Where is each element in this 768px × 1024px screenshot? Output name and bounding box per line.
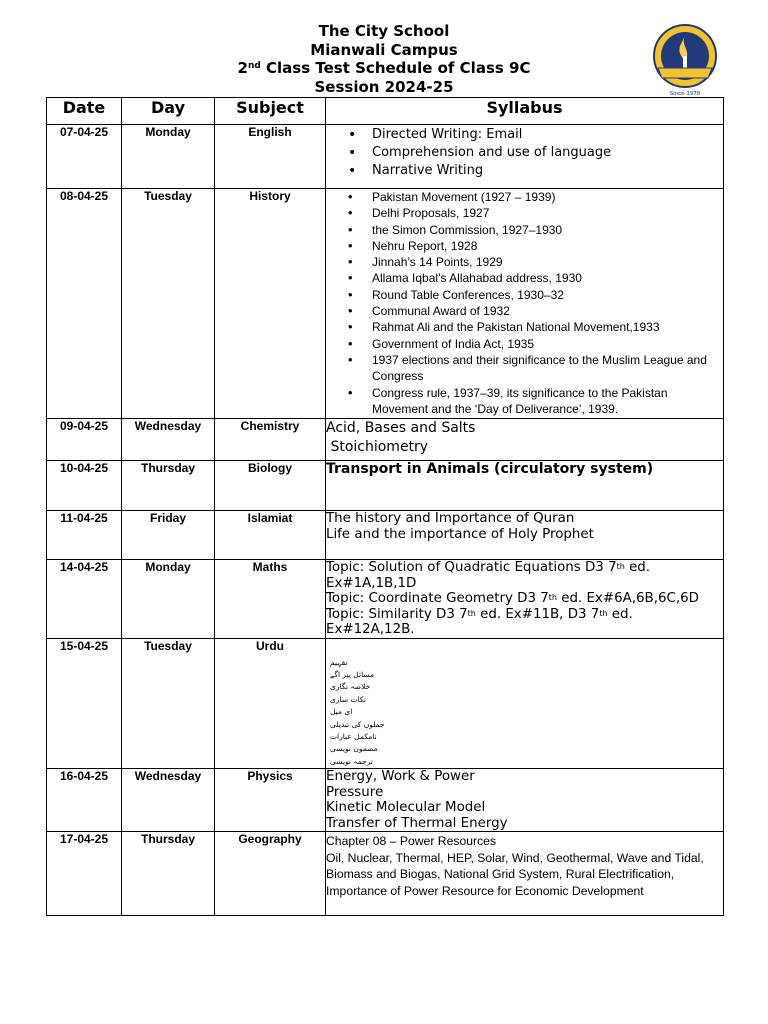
list-item: • Allama Iqbal’s Allahabad address, 1930 [326,270,723,286]
list-item: تفہیم [330,657,348,667]
cell-date: 08-04-25 [47,189,122,419]
cell-subject: Urdu [215,638,326,769]
school-logo [652,22,718,98]
syllabus-line: Topic: Similarity D3 7th ed. Ex#11B, D3 7th ed. Ex#12A,12B. [326,606,633,637]
table-row [47,419,724,461]
cell-syllabus [326,638,724,769]
cell-date: 16-04-25 [47,769,122,832]
syllabus-line: Acid, Bases and Salts [326,420,476,436]
syllabus-line: Topic: Coordinate Geometry D3 7th ed. Ex#6A,6B,6C,6D [326,591,699,606]
cell-syllabus [326,832,724,916]
syllabus-line: Topic: Solution of Quadratic Equations D3 7th ed. Ex#1A,1B,1D [326,560,651,591]
syllabus-line: Transport in Animals (circulatory system) [326,461,654,477]
syllabus-line: Transfer of Thermal Energy [326,815,508,831]
cell-date: 07-04-25 [47,125,122,189]
cell-syllabus [326,125,724,189]
list-item: • Comprehension and use of language [326,144,723,162]
list-item: نامکمل عبارات [330,731,377,741]
col-header-date: Date [47,98,122,125]
schedule-title: 2nd Class Test Schedule of Class 9C [237,59,531,77]
syllabus-line: Pressure [326,784,384,800]
cell-day: Thursday [122,832,215,916]
syllabus-line: Chapter 08 – Power Resources [326,834,497,849]
syllabus-paragraph: Oil, Nuclear, Thermal, HEP, Solar, Wind, Geothermal, Wave and Tidal, Biomass and Biogas, National Grid System, Rural Electrification, Importance of Power Resource for Economic Development [326,850,704,898]
cell-day: Tuesday [122,189,215,419]
cell-day: Wednesday [122,419,215,461]
col-header-day: Day [122,98,215,125]
cell-date: 17-04-25 [47,832,122,916]
cell-syllabus [326,560,724,639]
cell-day: Thursday [122,461,215,511]
list-item: • the Simon Commission, 1927–1930 [326,222,723,238]
cell-date: 10-04-25 [47,461,122,511]
table-header-row [47,98,724,125]
list-item: • Congress rule, 1937–39, its significance to the Pakistan Movement and the ‘Day of Deliverance’, 1939. [326,385,723,418]
list-item: • Government of India Act, 1935 [326,336,723,352]
table-row [47,638,724,769]
list-item: مضمون نویسی [330,744,378,754]
list-item: • Jinnah’s 14 Points, 1929 [326,254,723,270]
list-item: مسائل پیر اگے [330,669,375,679]
cell-day: Monday [122,125,215,189]
table-row [47,832,724,916]
table-row [47,560,724,639]
syllabus-line: The history and Importance of Quran [326,511,575,526]
cell-syllabus [326,419,724,461]
logo-caption: Since 1978 [669,91,701,97]
table-row [47,189,724,419]
session-label: Session 2024-25 [314,77,454,96]
list-item: • 1937 elections and their significance to the Muslim League and Congress [326,352,723,385]
list-item: • Narrative Writing [326,162,723,180]
cell-date: 14-04-25 [47,560,122,639]
syllabus-line: Energy, Work & Power [326,769,475,785]
col-header-subject: Subject [215,98,326,125]
col-header-syllabus: Syllabus [326,98,724,125]
list-item: • Round Table Conferences, 1930–32 [326,287,723,303]
campus-name: Mianwali Campus [310,40,458,59]
list-item: • Rahmat Ali and the Pakistan National Movement,1933 [326,319,723,335]
cell-date: 11-04-25 [47,511,122,560]
cell-subject: History [215,189,326,419]
cell-subject: Islamiat [215,511,326,560]
list-item: خلاصہ نگاری [330,682,371,692]
cell-syllabus [326,511,724,560]
cell-day: Wednesday [122,769,215,832]
list-item: نکات سازی [330,694,367,704]
cell-syllabus [326,769,724,832]
school-name: The City School [318,22,450,40]
syllabus-line: Kinetic Molecular Model [326,800,486,816]
schedule-table [46,97,724,916]
table-row [47,125,724,189]
list-item: جملوں کی تبدیلی [330,719,385,729]
list-item: • Communal Award of 1932 [326,303,723,319]
cell-day: Monday [122,560,215,639]
list-item: • Directed Writing: Email [326,126,723,144]
cell-subject: Geography [215,832,326,916]
table-row [47,511,724,560]
cell-subject: Maths [215,560,326,639]
table-row [47,769,724,832]
cell-syllabus [326,461,724,511]
list-item: • Nehru Report, 1928 [326,238,723,254]
list-item: • Delhi Proposals, 1927 [326,205,723,221]
syllabus-line: Stoichiometry [326,439,429,455]
urdu-syllabus-list [326,657,723,769]
cell-day: Friday [122,511,215,560]
cell-subject: Physics [215,769,326,832]
table-row [47,461,724,511]
cell-day: Tuesday [122,638,215,769]
cell-subject: Chemistry [215,419,326,461]
syllabus-line: Life and the importance of Holy Prophet [326,526,594,542]
cell-date: 15-04-25 [47,638,122,769]
list-item: ترجمہ نویسی [330,756,373,766]
list-item: • Pakistan Movement (1927 – 1939) [326,189,723,205]
cell-syllabus [326,189,724,419]
cell-subject: English [215,125,326,189]
cell-subject: Biology [215,461,326,511]
cell-date: 09-04-25 [47,419,122,461]
list-item: ای میل [330,707,353,717]
